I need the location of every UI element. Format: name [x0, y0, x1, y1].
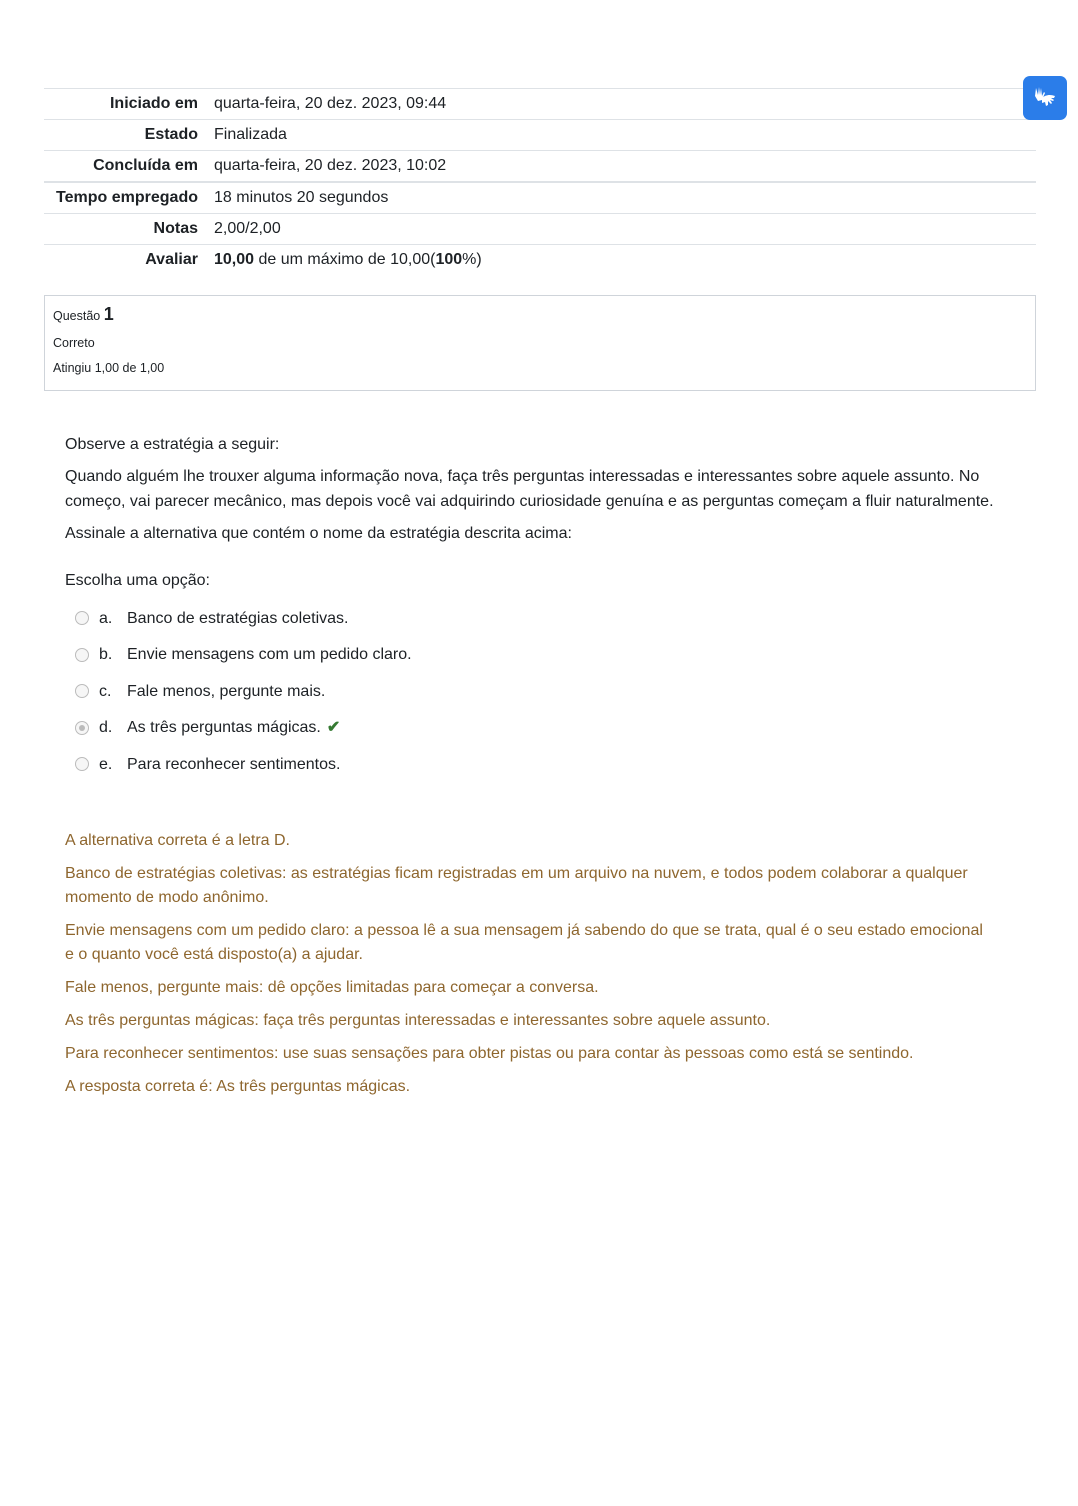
feedback — [65, 829, 995, 1108]
accessibility-sign-language-button[interactable] — [1023, 76, 1067, 120]
question-info-box — [44, 295, 1036, 391]
summary-row — [44, 214, 1036, 245]
question-status: Correto — [53, 336, 95, 350]
option-c[interactable] — [65, 673, 995, 710]
option-letter: d. — [99, 719, 113, 737]
percent-end: %) — [462, 251, 482, 268]
option-letter: b. — [99, 646, 113, 664]
feedback-text: A alternativa correta é a letra D. — [65, 832, 290, 849]
feedback-text: As três perguntas mágicas: faça três perguntas interessadas e interessantes sobre aquele assunto. — [65, 1012, 771, 1029]
question-text: Observe a estratégia a seguir: — [65, 436, 280, 453]
feedback-text: Banco de estratégias coletivas: as estratégias ficam registradas em um arquivo na nuvem, e todos podem colaborar a qualquer momento de modo anônimo. — [65, 865, 968, 906]
radio-button[interactable] — [75, 648, 89, 662]
sign-language-hands-icon — [1031, 84, 1059, 112]
question-text: Quando alguém lhe trouxer alguma informação nova, faça três perguntas interessadas e interessantes sobre aquele assunto. No começo, vai parecer mecânico, mas depois você vai adquirindo curiosidade genuína e as perguntas começam a fluir naturalmente. — [65, 468, 994, 510]
question-label: Questão — [53, 309, 101, 323]
summary-row — [44, 151, 1036, 183]
summary-label: Iniciado em — [44, 89, 214, 120]
summary-value: quarta-feira, 20 dez. 2023, 10:02 — [214, 151, 1036, 183]
summary-label: Avaliar — [44, 245, 214, 276]
option-e[interactable] — [65, 746, 995, 783]
option-text: As três perguntas mágicas. — [127, 719, 321, 737]
option-b[interactable] — [65, 637, 995, 674]
feedback-text: Para reconhecer sentimentos: use suas sensações para obter pistas ou para contar às pessoas como está se sentindo. — [65, 1045, 914, 1062]
summary-value: Finalizada — [214, 120, 1036, 151]
summary-row — [44, 120, 1036, 151]
option-text: Banco de estratégias coletivas. — [127, 609, 349, 627]
summary-value: 2,00/2,00 — [214, 214, 1036, 245]
attempt-summary-table — [44, 88, 1036, 275]
question-text: Assinale a alternativa que contém o nome da estratégia descrita acima: — [65, 525, 572, 542]
summary-value — [214, 245, 1036, 276]
option-text: Fale menos, pergunte mais. — [127, 682, 326, 700]
summary-row — [44, 245, 1036, 276]
question-content — [65, 432, 995, 783]
option-letter: a. — [99, 609, 113, 627]
max-text: de um máximo de 10,00( — [254, 251, 436, 268]
feedback-text: Fale menos, pergunte mais: dê opções limitadas para começar a conversa. — [65, 979, 599, 996]
summary-label: Estado — [44, 120, 214, 151]
radio-button[interactable] — [75, 757, 89, 771]
summary-row — [44, 182, 1036, 214]
radio-button[interactable] — [75, 611, 89, 625]
summary-label: Concluída em — [44, 151, 214, 183]
radio-button-selected[interactable] — [75, 721, 89, 735]
summary-value: quarta-feira, 20 dez. 2023, 09:44 — [214, 89, 1036, 120]
feedback-text: Envie mensagens com um pedido claro: a pessoa lê a sua mensagem já sabendo do que se trata, qual é o seu estado emocional e o quanto você está disposto(a) a ajudar. — [65, 922, 983, 963]
option-text: Para reconhecer sentimentos. — [127, 755, 341, 773]
radio-button[interactable] — [75, 684, 89, 698]
option-letter: c. — [99, 682, 112, 700]
summary-value: 18 minutos 20 segundos — [214, 182, 1036, 214]
correct-check-icon: ✔ — [326, 719, 341, 737]
correct-answer-text: A resposta correta é: As três perguntas mágicas. — [65, 1078, 411, 1095]
question-num: 1 — [103, 304, 114, 324]
summary-label: Notas — [44, 214, 214, 245]
option-d[interactable] — [65, 710, 995, 747]
question-grade: Atingiu 1,00 de 1,00 — [53, 361, 165, 375]
option-a[interactable] — [65, 600, 995, 637]
summary-row — [44, 89, 1036, 120]
option-letter: e. — [99, 755, 113, 773]
options-prompt: Escolha uma opção: — [65, 572, 210, 589]
option-text: Envie mensagens com um pedido claro. — [127, 646, 412, 664]
question-number — [53, 304, 1027, 325]
score: 10,00 — [214, 251, 255, 268]
percent: 100 — [435, 251, 463, 268]
summary-label: Tempo empregado — [44, 182, 214, 214]
